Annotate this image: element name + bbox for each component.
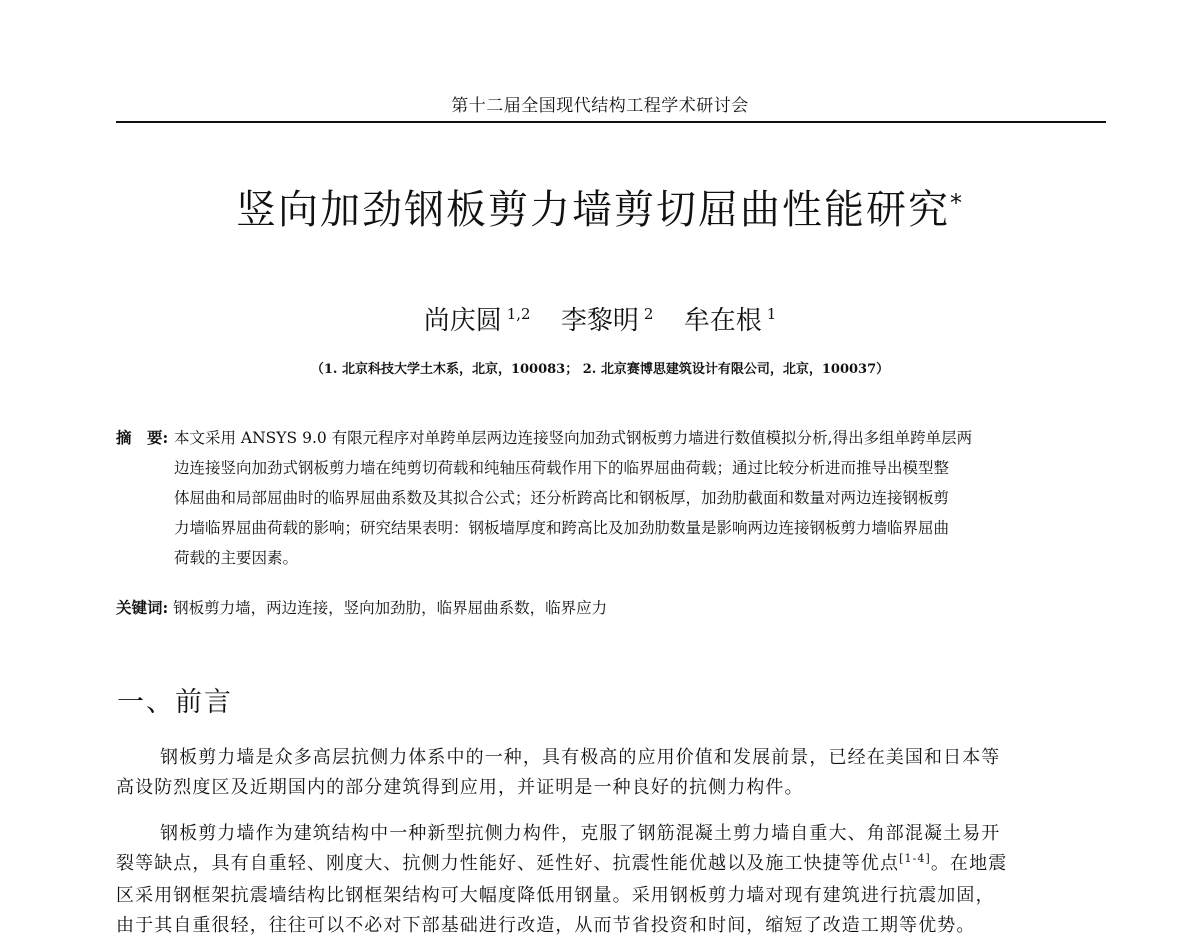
abstract-line: 荷载的主要因素。 <box>174 549 299 567</box>
abstract-label: 摘 要: <box>116 428 169 447</box>
body-paragraph <box>116 743 1106 803</box>
author-name: 牟在根 <box>683 306 762 336</box>
abstract-line: 边连接竖向加劲式钢板剪力墙在纯剪切荷载和纯轴压荷载作用下的临界屈曲荷载；通过比较分析进而推导出模型整 <box>174 459 950 477</box>
paragraph-line: 由于其自重很轻，往往可以不必对下部基础进行改造，从而节省投资和时间，缩短了改造工期等优势。 <box>116 915 976 936</box>
keywords-text: 钢板剪力墙，两边连接，竖向加劲肋，临界屈曲系数，临界应力 <box>173 599 608 617</box>
abstract-line: 体屈曲和局部屈曲时的临界屈曲系数及其拟合公式；还分析跨高比和钢板厚，加劲肋截面和数量对两边连接钢板剪 <box>174 489 950 507</box>
author <box>684 303 777 342</box>
body-paragraph <box>116 819 1106 941</box>
citation-ref: [1-4] <box>899 852 931 865</box>
author-name: 尚庆圆 <box>423 306 502 336</box>
keywords-label: 关键词: <box>116 598 169 617</box>
title-footnote-mark: * <box>950 189 964 217</box>
abstract <box>116 423 1106 573</box>
section-heading: 一、前言 <box>117 687 233 718</box>
author <box>561 303 654 342</box>
author-name: 李黎明 <box>560 306 639 336</box>
paragraph-line <box>116 849 1106 881</box>
paragraph-line: 钢板剪力墙作为建筑结构中一种新型抗侧力构件，克服了钢筋混凝土剪力墙自重大、角部混凝土易开 <box>160 823 1001 844</box>
affiliations: （1. 北京科技大学土木系，北京，100083； 2. 北京赛博思建筑设计有限公司，北京，100037） <box>310 362 890 377</box>
author <box>424 303 531 342</box>
paragraph-line: 区采用钢框架抗震墙结构比钢框架结构可大幅度降低用钢量。采用钢板剪力墙对现有建筑进行抗震加固， <box>116 885 995 906</box>
author-affiliation-mark: 1,2 <box>506 305 531 323</box>
abstract-line: 力墙临界屈曲荷载的影响；研究结果表明：钢板墙厚度和跨高比及加劲肋数量是影响两边连接钢板剪力墙临界屈曲 <box>174 519 950 537</box>
author-affiliation-mark: 1 <box>766 305 777 323</box>
paragraph-line: 钢板剪力墙是众多高层抗侧力体系中的一种，具有极高的应用价值和发展前景，已经在美国和日本等 <box>160 747 1001 768</box>
author-affiliation-mark: 2 <box>643 305 654 323</box>
header-rule <box>116 121 1106 123</box>
running-header: 第十二届全国现代结构工程学术研讨会 <box>451 96 749 116</box>
paragraph-text: 。在地震 <box>930 853 1008 874</box>
paper-title <box>0 180 1200 245</box>
abstract-line: 本文采用 ANSYS 9.0 有限元程序对单跨单层两边连接竖向加劲式钢板剪力墙进行数值模拟分析,得出多组单跨单层两 <box>174 429 973 447</box>
paragraph-line: 高设防烈度区及近期国内的部分建筑得到应用，并证明是一种良好的抗侧力构件。 <box>116 777 804 798</box>
paper-title-text: 竖向加劲钢板剪力墙剪切屈曲性能研究 <box>236 187 950 233</box>
author-list <box>0 303 1200 342</box>
paragraph-text: 裂等缺点，具有自重轻、刚度大、抗侧力性能好、延性好、抗震性能优越以及施工快捷等优点 <box>116 853 900 874</box>
keywords <box>116 596 607 620</box>
